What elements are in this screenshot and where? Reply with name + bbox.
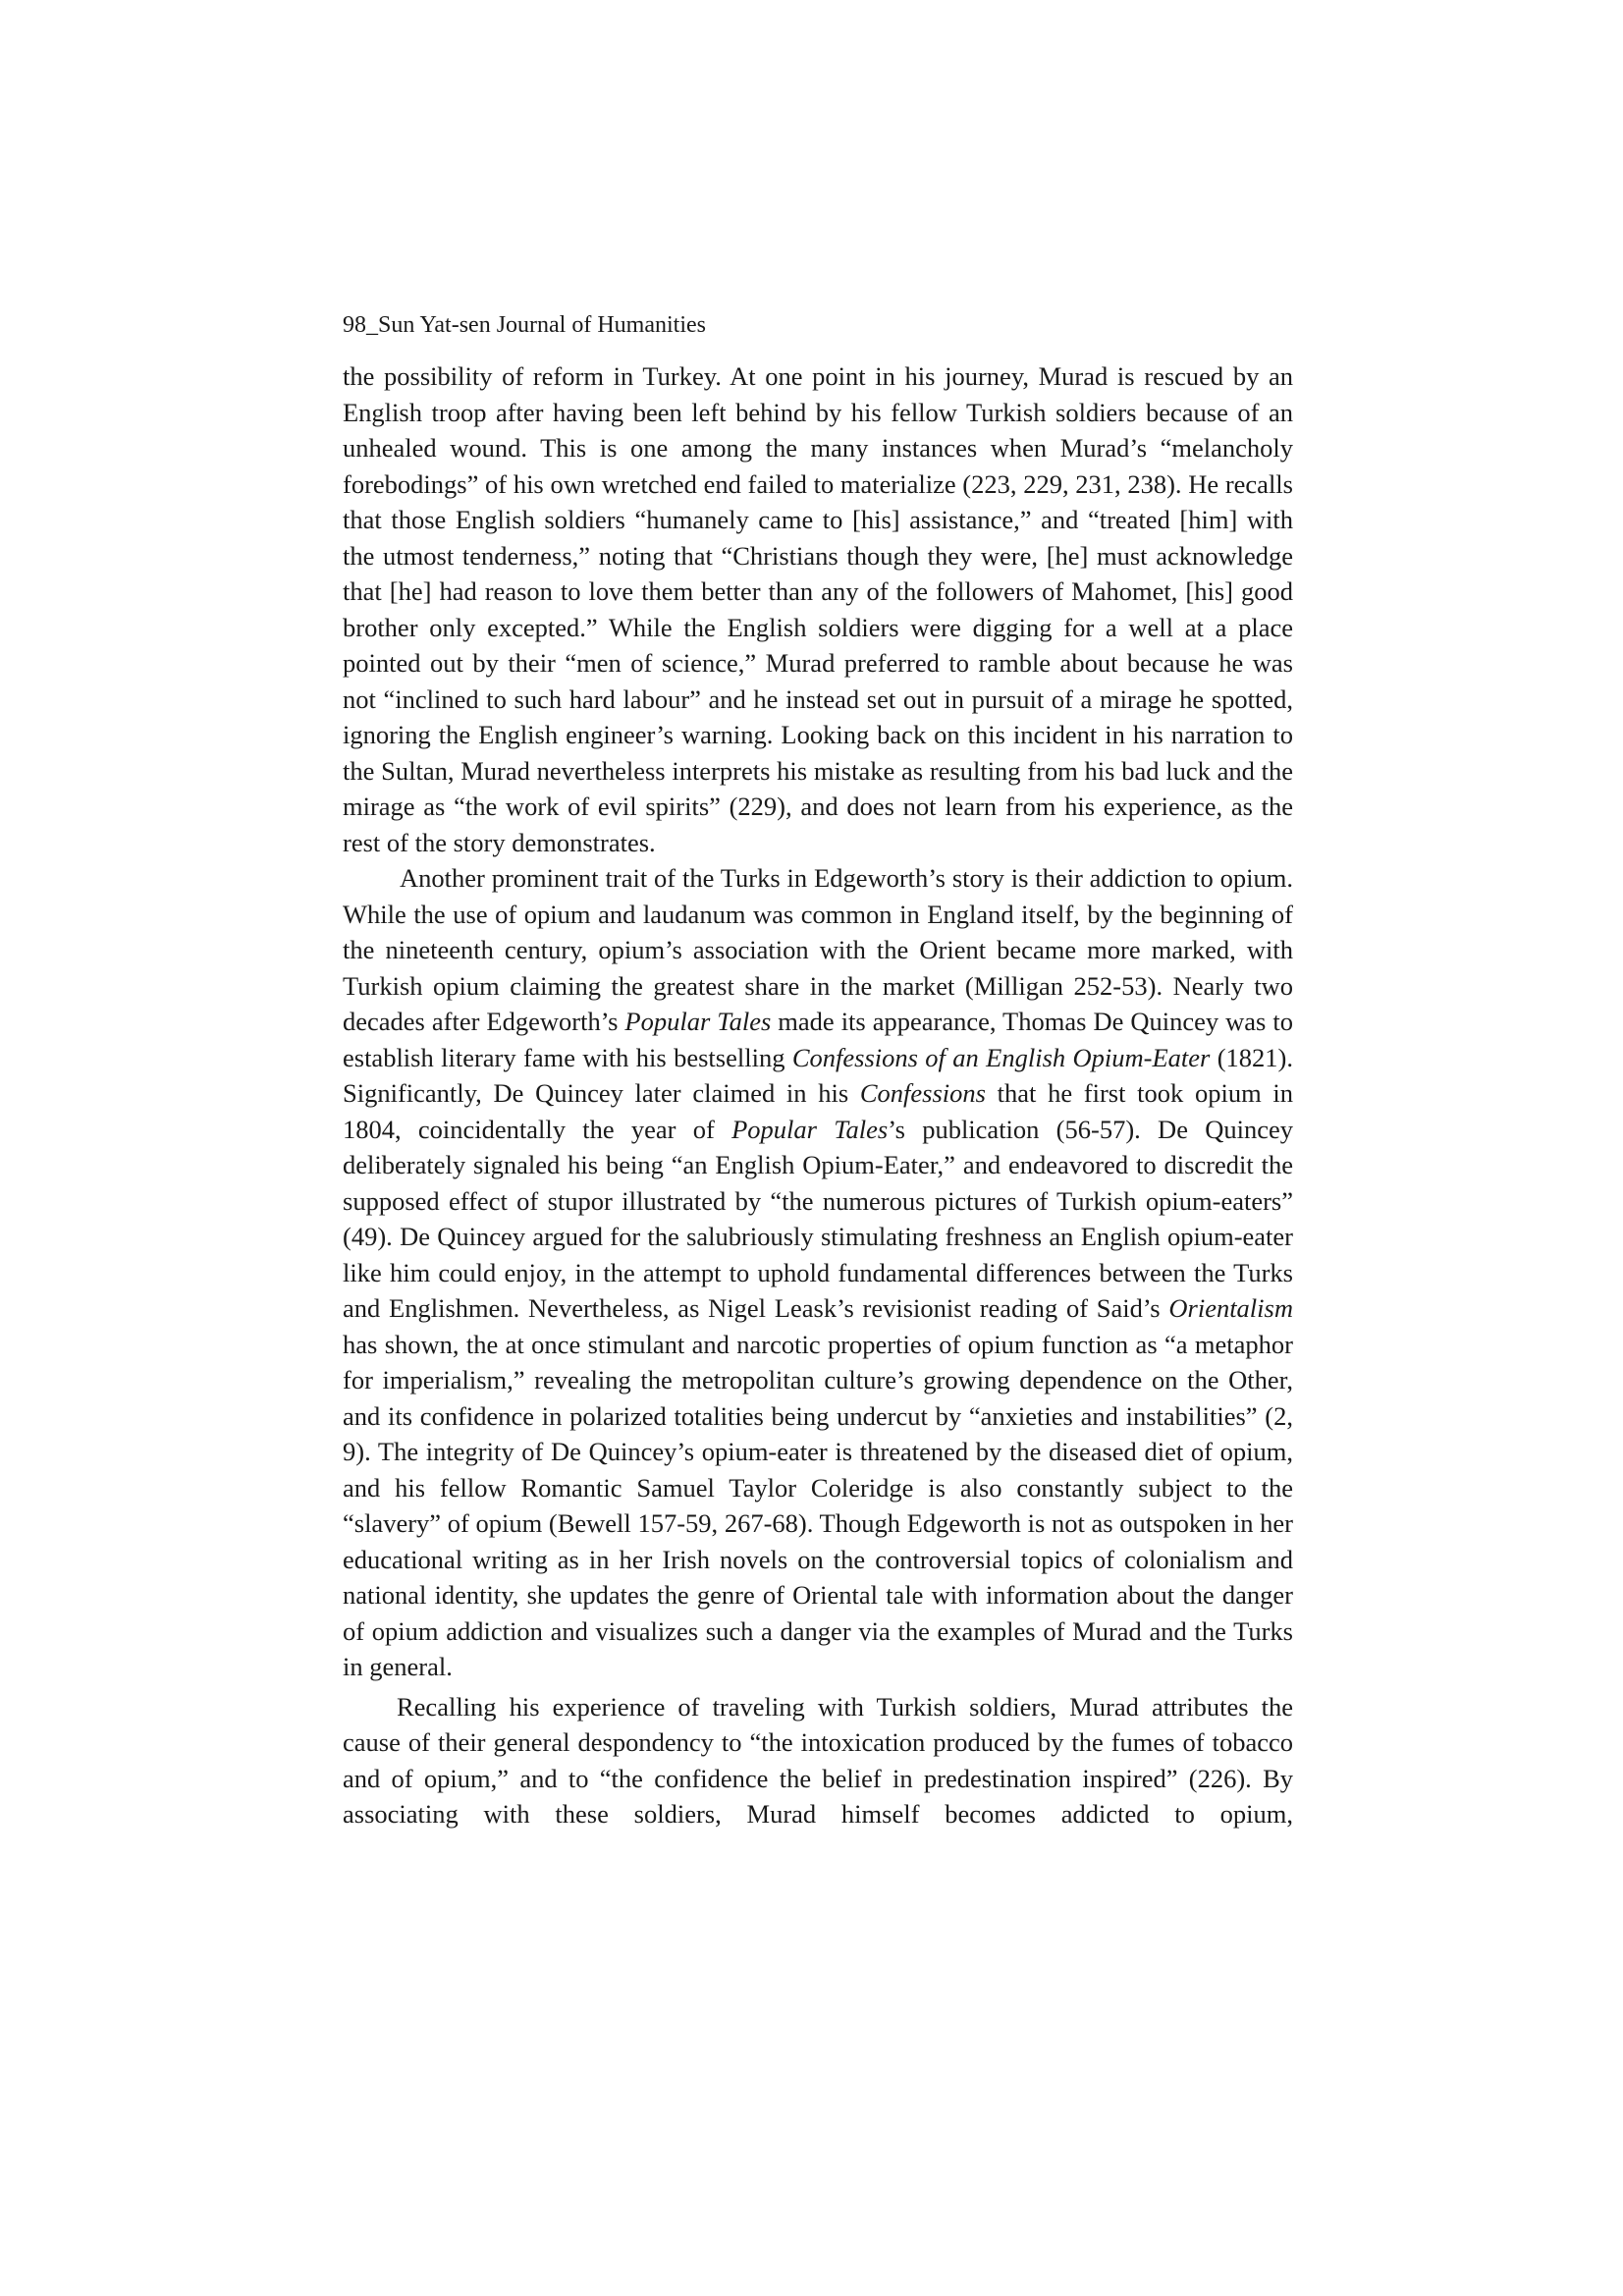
paragraph-text: Recalling his experience of traveling with Turkish soldiers, Murad attributes the cause of their general despondency to “the intoxication produced by the fumes of tobacco and of opium,” and to “the confidence the belief in predestination inspired” (226). By associating with these soldiers, Murad himself becomes addicted to opium, (343, 1691, 1293, 1829)
paragraph-text: the possibility of reform in Turkey. At one point in his journey, Murad is rescued by an English troop after having been left behind by his fellow Turkish soldiers because of an unhealed wound. This is one among the many instances when Murad’s “melancholy forebodings” of his own wretched end failed to materialize (223, 229, 231, 238). He recalls that those English soldiers “humanely came to [his] assistance,” and “treated [him] with the utmost tenderness,” noting that “Christians though they were, [he] must acknowledge that [he] had reason to love them better than any of the followers of Mahomet, [his] good brother only excepted.” While the English soldiers were digging for a well at a place pointed out by their “men of science,” Murad preferred to ramble about because he was not “inclined to such hard labour” and he instead set out in pursuit of a mirage he spotted, ignoring the English engineer’s warning. Looking back on this incident in his narration to the Sultan, Murad nevertheless interprets his mistake as resulting from his bad luck and the mirage as “the work of evil spirits” (229), and does not learn from his experience, as the rest of the story demonstrates. (343, 361, 1293, 857)
paragraph-text: Another prominent trait of the Turks in Edgeworth’s story is their addiction to opium. While the use of opium and laudanum was common in England itself, by the beginning of the nineteenth century, opium’s association with the Orient became more marked, with Turkish opium claiming the greatest share in the market (Milligan 252-53). Nearly two decades after Edgeworth’s (343, 863, 1293, 1036)
paragraph-3 (343, 1689, 1293, 1832)
paragraph-text: made its appearance, Thomas De Quincey was to establish literary fame with his bestselling (343, 1007, 1293, 1072)
paragraph-text: ’s publication (56-57). De Quincey deliberately signaled his being “an English Opium-Eater,” and endeavored to discredit the supposed effect of stupor illustrated by “the numerous pictures of Turkish opium-eaters” (49). De Quincey argued for the salubriously stimulating freshness an English opium-eater like him could enjoy, in the attempt to uphold fundamental differences between the Turks and Englishmen. Nevertheless, as Nigel Leask’s revisionist reading of Said’s (343, 1114, 1293, 1323)
paragraph-2 (343, 860, 1293, 1685)
italic-title-text: Orientalism (1168, 1293, 1293, 1323)
italic-title-text: Confessions of an English Opium-Eater (791, 1042, 1211, 1072)
italic-title-text: Confessions (859, 1078, 986, 1108)
paragraph-text: has shown, the at once stimulant and narcotic properties of opium function as “a metaphor for imperialism,” revealing the metropolitan culture’s growing dependence on the Other, and its confidence in polarized totalities being undercut by “anxieties and instabilities” (2, 9). The integrity of De Quincey’s opium-eater is threatened by the diseased diet of opium, and his fellow Romantic Samuel Taylor Coleridge is also constantly subject to the “slavery” of opium (Bewell 157-59, 267-68). Though Edgeworth is not as outspoken in her educational writing as in her Irish novels on the controversial topics of colonialism and national identity, she updates the genre of Oriental tale with information about the danger of opium addiction and visualizes such a danger via the examples of Murad and the Turks in general. (343, 1329, 1293, 1681)
paragraph-1 (343, 358, 1293, 860)
body-text (343, 358, 1293, 1832)
running-head: 98_Sun Yat-sen Journal of Humanities (343, 312, 706, 338)
italic-title-text: Popular Tales (624, 1007, 772, 1036)
paragraph-text: that he first took opium in 1804, coincidentally the year of (343, 1078, 1293, 1144)
italic-title-text: Popular Tales (731, 1114, 889, 1144)
paragraph-text: (1821). Significantly, De Quincey later claimed in his (343, 1042, 1293, 1108)
